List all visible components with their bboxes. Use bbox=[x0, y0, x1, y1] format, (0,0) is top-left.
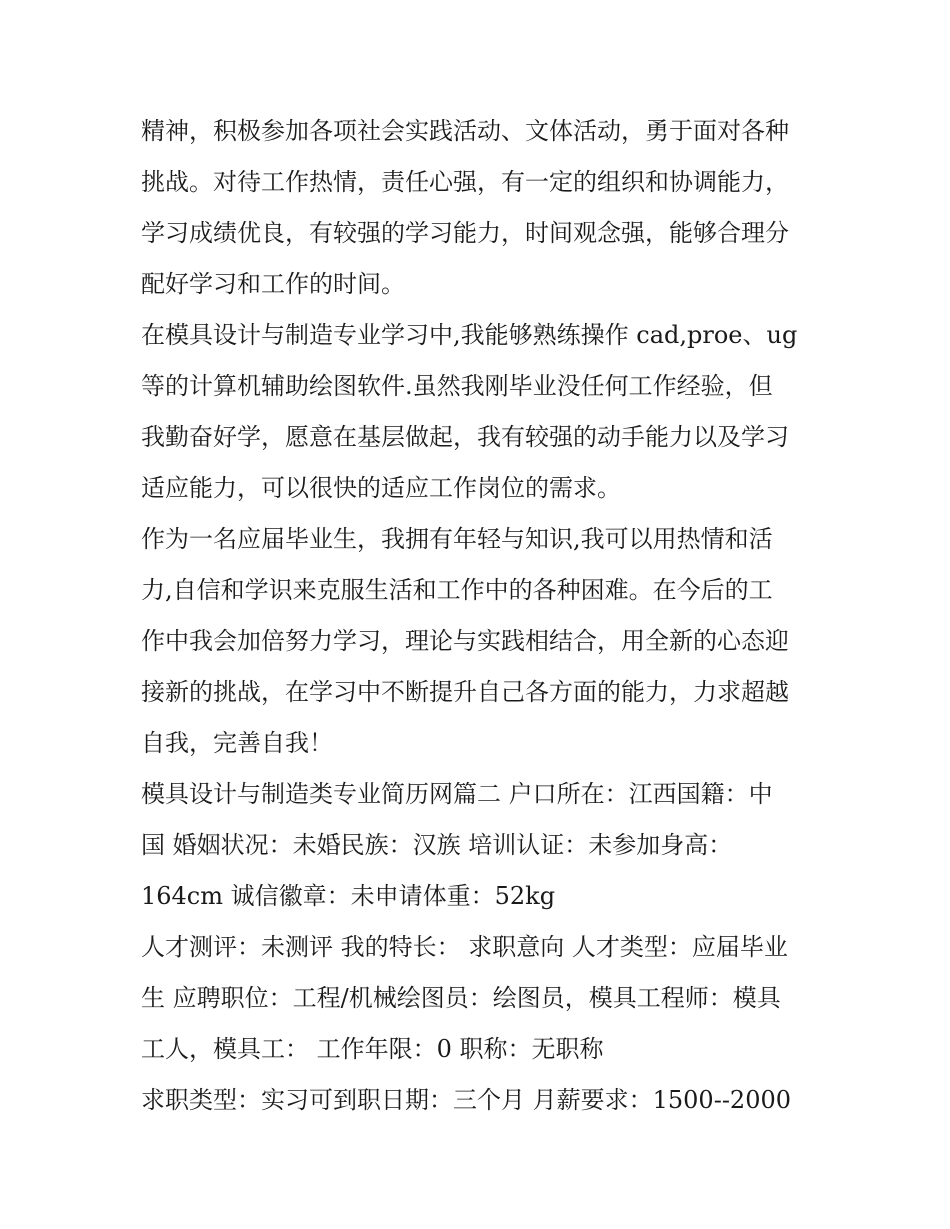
text-line: 国 婚姻状况：未婚民族：汉族 培训认证：未参加身高： bbox=[141, 831, 733, 859]
text-line: 等的计算机辅助绘图软件.虽然我刚毕业没任何工作经验，但 bbox=[141, 372, 773, 400]
text-line: 工人，模具工： 工作年限：0 职称：无职称 bbox=[141, 1035, 604, 1063]
text-line: 生 应聘职位：工程/机械绘图员：绘图员，模具工程师：模具 bbox=[141, 984, 781, 1012]
text-line: 自我，完善自我！ bbox=[141, 729, 333, 757]
text-line: 力,自信和学识来克服生活和工作中的各种困难。在今后的工 bbox=[141, 576, 773, 604]
text-line: 作为一名应届毕业生，我拥有年轻与知识,我可以用热情和活 bbox=[141, 525, 773, 553]
text-line: 适应能力，可以很快的适应工作岗位的需求。 bbox=[141, 474, 621, 502]
document-body bbox=[141, 106, 821, 1126]
text-line: 挑战。对待工作热情，责任心强，有一定的组织和协调能力， bbox=[141, 168, 789, 196]
text-line: 我勤奋好学，愿意在基层做起，我有较强的动手能力以及学习 bbox=[141, 423, 789, 451]
text-line: 接新的挑战，在学习中不断提升自己各方面的能力，力求超越 bbox=[141, 678, 789, 706]
text-line: 精神，积极参加各项社会实践活动、文体活动，勇于面对各种 bbox=[141, 117, 789, 145]
text-line: 人才测评：未测评 我的特长： 求职意向 人才类型：应届毕业 bbox=[141, 933, 788, 961]
text-line: 模具设计与制造类专业简历网篇二 户口所在：江西国籍：中 bbox=[141, 780, 773, 808]
text-line: 求职类型：实习可到职日期：三个月 月薪要求：1500--2000 bbox=[141, 1086, 792, 1114]
text-line: 在模具设计与制造专业学习中,我能够熟练操作 cad,proe、ug bbox=[141, 321, 798, 349]
text-line: 作中我会加倍努力学习，理论与实践相结合，用全新的心态迎 bbox=[141, 627, 789, 655]
text-line: 配好学习和工作的时间。 bbox=[141, 270, 405, 298]
text-line: 学习成绩优良，有较强的学习能力，时间观念强，能够合理分 bbox=[141, 219, 789, 247]
text-line: 164cm 诚信徽章：未申请体重：52kg bbox=[141, 882, 556, 910]
